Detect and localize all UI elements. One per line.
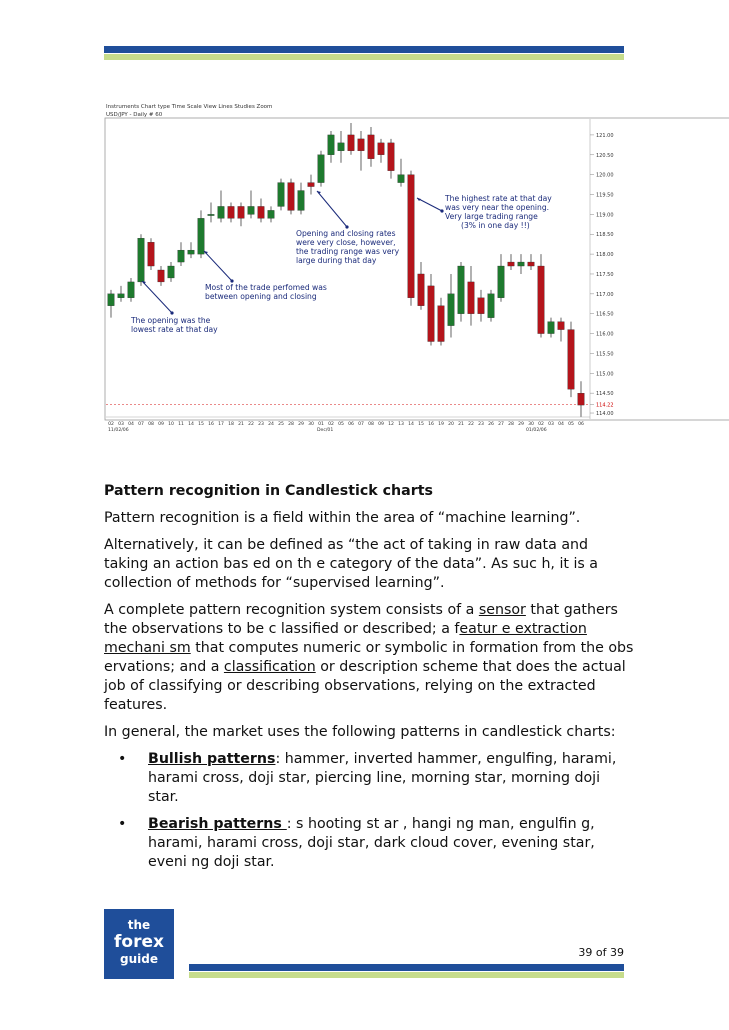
annotation-arrow-dot: [440, 209, 443, 212]
annotation-text: The highest rate at that day: [445, 194, 552, 203]
p3-part-d: or description scheme that does the actual job of classifying or describing observations, relying on the extracted features.: [104, 659, 626, 713]
header-bar-green: [104, 54, 624, 60]
x-tick-label: 09: [378, 422, 384, 427]
candle-body: [518, 262, 525, 266]
x-tick-label: 08: [148, 422, 154, 427]
bullish-patterns-text: : hammer, inverted hammer, engulfing, harami, harami cross, doji star, piercing line, morning star, morning doji star.: [148, 751, 617, 805]
x-tick-label: 14: [188, 422, 194, 427]
y-tick-label: 115.00: [596, 371, 614, 378]
x-tick-label: 23: [478, 422, 484, 427]
article-body: [104, 482, 634, 872]
footer-bar-green: [189, 972, 624, 978]
bullish-patterns-title: Bullish patterns: [148, 751, 276, 767]
classification-link[interactable]: classification: [223, 659, 316, 675]
annotation-text: Opening and closing rates: [296, 229, 396, 238]
x-tick-label: 28: [288, 422, 294, 427]
candle-body: [448, 294, 455, 326]
logo-line-the: the: [127, 918, 151, 932]
bullet-icon: •: [118, 751, 127, 767]
x-tick-label: 30: [528, 422, 534, 427]
candle-body: [488, 294, 495, 318]
x-tick-label: 16: [208, 422, 214, 427]
candle-body: [238, 206, 245, 218]
bearish-patterns-text: : s hooting st ar , hangi ng man, engulfin g, harami, harami cross, doji star, dark cloud cover, evening star, eveni ng doji star.: [148, 816, 595, 870]
candle-body: [308, 183, 315, 187]
header-bar-blue: [104, 46, 624, 53]
pattern-list: [104, 750, 634, 872]
y-tick-label: 121.00: [596, 132, 614, 139]
y-tick-label: 120.00: [596, 172, 614, 179]
x-tick-label: 06: [578, 422, 584, 427]
y-tick-label: 119.50: [596, 192, 614, 199]
candle-body: [468, 282, 475, 314]
y-tick-label: 116.50: [596, 311, 614, 318]
y-tick-label: 115.50: [596, 351, 614, 358]
x-tick-label: 12: [388, 422, 394, 427]
x-tick-label: 29: [298, 422, 304, 427]
x-date-label: 11/02/06: [108, 428, 129, 433]
candle-body: [118, 294, 125, 298]
annotation-text: (3% in one day !!): [461, 221, 530, 230]
y-tick-label: 118.50: [596, 232, 614, 239]
candle-body: [398, 175, 405, 183]
candle-body: [288, 183, 295, 211]
annotation-text: was very near the opening.: [445, 203, 550, 212]
candle-body: [378, 143, 385, 155]
candle-body: [428, 286, 435, 342]
annotation-text: between opening and closing: [205, 292, 317, 301]
x-tick-label: 02: [538, 422, 544, 427]
annotation-text: The opening was the: [131, 316, 211, 325]
candlestick-chart-image: [104, 101, 729, 443]
x-tick-label: 01: [318, 422, 324, 427]
candle-body: [578, 393, 585, 405]
y-tick-label: 116.00: [596, 331, 614, 338]
annotation-arrow-dot: [345, 225, 348, 228]
candle-body: [408, 175, 415, 298]
x-tick-label: 10: [168, 422, 174, 427]
y-tick-label: 117.50: [596, 271, 614, 278]
x-tick-label: 08: [368, 422, 374, 427]
candle-body: [248, 206, 255, 214]
candle-body: [198, 218, 205, 254]
candle-body: [268, 210, 275, 218]
x-tick-label: 04: [128, 422, 134, 427]
candle-body: [318, 155, 325, 183]
x-tick-label: 15: [198, 422, 204, 427]
annotation-text: lowest rate at that day: [131, 325, 218, 334]
annotation-text: Most of the trade perfomed was: [205, 283, 327, 292]
x-tick-label: 19: [438, 422, 444, 427]
x-tick-label: 02: [328, 422, 334, 427]
bearish-patterns-title: Bearish patterns: [148, 816, 287, 832]
x-tick-label: 07: [138, 422, 144, 427]
x-tick-label: 02: [108, 422, 114, 427]
x-tick-label: 03: [548, 422, 554, 427]
feature-extraction-link[interactable]: eatur e extraction mechani sm: [104, 621, 587, 656]
candle-body: [168, 266, 175, 278]
y-tick-label: 114.22: [596, 402, 614, 409]
annotation-text: Very large trading range: [445, 212, 538, 221]
x-tick-label: 05: [338, 422, 344, 427]
x-tick-label: 04: [558, 422, 564, 427]
x-tick-label: 23: [258, 422, 264, 427]
x-tick-label: 07: [358, 422, 364, 427]
x-tick-label: 27: [498, 422, 504, 427]
x-tick-label: 22: [248, 422, 254, 427]
candle-body: [538, 266, 545, 334]
candle-body: [208, 214, 215, 215]
x-tick-label: 20: [448, 422, 454, 427]
page-number: 39 of 39: [578, 946, 624, 959]
forex-guide-logo: [104, 909, 174, 979]
p3-part-c: that computes numeric or symbolic in formation from the obs ervations; and a: [104, 640, 634, 675]
y-tick-label: 119.00: [596, 212, 614, 219]
candle-body: [368, 135, 375, 159]
candle-body: [218, 206, 225, 218]
x-tick-label: 30: [308, 422, 314, 427]
chart-menu-bar: Instruments Chart type Time Scale View Lines Studies Zoom: [106, 104, 273, 110]
candle-body: [358, 139, 365, 151]
x-tick-label: 25: [278, 422, 284, 427]
x-tick-label: 21: [238, 422, 244, 427]
candle-body: [158, 270, 165, 282]
candle-body: [558, 322, 565, 330]
x-tick-label: 14: [408, 422, 414, 427]
p3-part-b: that gathers the observations to be c lassified or described; a f: [104, 602, 618, 637]
candle-body: [338, 143, 345, 151]
y-tick-label: 114.00: [596, 411, 614, 418]
sensor-link[interactable]: sensor: [478, 602, 526, 618]
x-date-label: 01/02/06: [526, 428, 547, 433]
candle-body: [548, 322, 555, 334]
candle-body: [108, 294, 115, 306]
annotation-text: the trading range was very: [296, 247, 400, 256]
paragraph-4: In general, the market uses the following patterns in candlestick charts:: [104, 724, 616, 740]
list-item-bearish: [104, 815, 634, 872]
candle-body: [458, 266, 465, 314]
x-tick-label: 05: [568, 422, 574, 427]
y-tick-label: 120.50: [596, 152, 614, 159]
y-tick-label: 114.50: [596, 391, 614, 398]
annotation-text: large during that day: [296, 256, 377, 265]
candle-body: [438, 306, 445, 342]
candle-body: [508, 262, 515, 266]
candle-body: [278, 183, 285, 207]
candle-body: [328, 135, 335, 155]
candle-body: [228, 206, 235, 218]
x-tick-label: 28: [508, 422, 514, 427]
paragraph-2: Alternatively, it can be defined as “the act of taking in raw data and taking an action bas ed on th e category of the data”. As suc h, it is a collection of methods for “supervised learning”.: [104, 537, 599, 591]
candle-body: [388, 143, 395, 171]
x-tick-label: 24: [268, 422, 274, 427]
x-date-label: Dec/01: [317, 428, 334, 433]
candle-body: [178, 250, 185, 262]
candle-body: [498, 266, 505, 298]
bullet-icon: •: [118, 816, 127, 832]
candle-body: [348, 135, 355, 151]
x-tick-label: 17: [218, 422, 224, 427]
candle-body: [138, 238, 145, 282]
annotation-arrow-dot: [170, 311, 173, 314]
x-tick-label: 13: [398, 422, 404, 427]
y-tick-label: 118.00: [596, 252, 614, 259]
candlestick-chart: [104, 101, 729, 443]
x-tick-label: 09: [158, 422, 164, 427]
x-tick-label: 21: [458, 422, 464, 427]
x-tick-label: 11: [178, 422, 184, 427]
logo-line-forex: forex: [114, 932, 164, 952]
candle-body: [298, 191, 305, 211]
x-tick-label: 22: [468, 422, 474, 427]
candle-body: [188, 250, 195, 254]
x-tick-label: 03: [118, 422, 124, 427]
candle-body: [148, 242, 155, 266]
section-heading: Pattern recognition in Candlestick charts: [104, 483, 433, 499]
candle-body: [528, 262, 535, 266]
paragraph-3: [104, 601, 634, 715]
chart-plot-frame: [105, 118, 729, 420]
p3-part-a: A complete pattern recognition system consists of a: [104, 602, 479, 618]
x-tick-label: 26: [488, 422, 494, 427]
logo-line-guide: guide: [120, 952, 158, 966]
y-tick-label: 117.00: [596, 291, 614, 298]
candle-body: [128, 282, 135, 298]
candle-body: [478, 298, 485, 314]
candle-body: [258, 206, 265, 218]
candle-body: [568, 330, 575, 390]
x-tick-label: 06: [348, 422, 354, 427]
x-tick-label: 16: [428, 422, 434, 427]
footer-bar-blue: [189, 964, 624, 971]
candle-body: [418, 274, 425, 306]
x-tick-label: 29: [518, 422, 524, 427]
paragraph-1: Pattern recognition is a field within the area of “machine learning”.: [104, 510, 581, 526]
chart-symbol-label: USD/JPY - Daily # 60: [106, 112, 163, 118]
x-tick-label: 15: [418, 422, 424, 427]
x-tick-label: 18: [228, 422, 234, 427]
annotation-arrow-dot: [230, 279, 233, 282]
list-item-bullish: [104, 750, 634, 807]
annotation-text: were very close, however,: [296, 238, 396, 247]
